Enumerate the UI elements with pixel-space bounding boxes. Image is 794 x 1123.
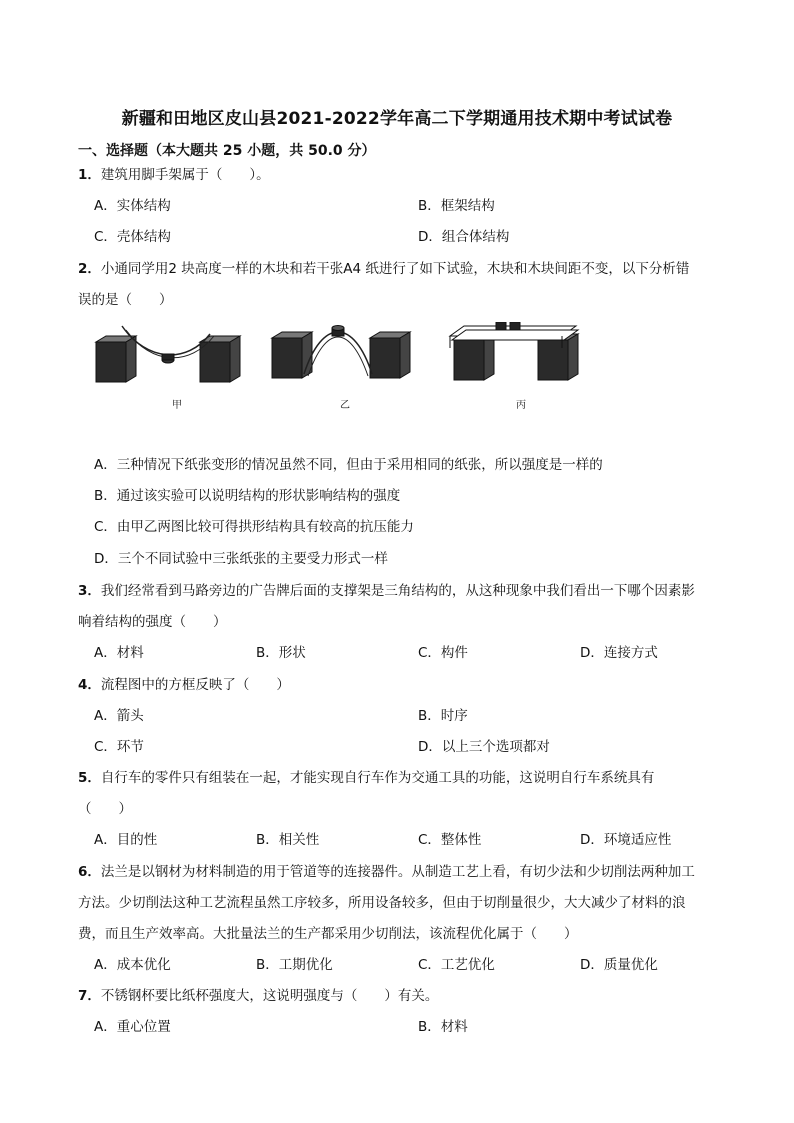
paper-experiment-figure (92, 322, 592, 412)
figure-label-yi: 乙 (340, 400, 350, 411)
question-text: 我们经常看到马路旁边的广告牌后面的支撑架是三角结构的，从这种现象中我们看出一下哪个因素影 (100, 583, 695, 599)
section-heading: 一、选择题（本大题共 25 小题，共 50.0 分） (78, 143, 376, 159)
option-a[interactable]: A．箭头 (94, 708, 144, 724)
question-2 (78, 260, 689, 278)
option-b[interactable]: B．工期优化 (256, 957, 333, 973)
option-b[interactable]: B．通过该实验可以说明结构的形状影响结构的强度 (94, 488, 401, 504)
figure-label-bing: 丙 (516, 400, 526, 411)
option-a[interactable]: A．三种情况下纸张变形的情况虽然不同，但由于采用相同的纸张，所以强度是一样的 (94, 457, 603, 473)
option-b[interactable]: B．框架结构 (418, 198, 495, 214)
option-b[interactable]: B．形状 (256, 645, 306, 661)
question-number: 1． (78, 167, 101, 183)
question-text: 流程图中的方框反映了（ ） (100, 677, 290, 693)
question-text: 小通同学用2 块高度一样的木块和若干张A4 纸进行了如下试验，木块和木块间距不变，以下分析错 (100, 261, 690, 277)
option-b[interactable]: B．时序 (418, 708, 468, 724)
question-text-cont: 误的是（ ） (78, 292, 173, 308)
option-d[interactable]: D．三个不同试验中三张纸张的主要受力形式一样 (94, 551, 388, 567)
option-d[interactable]: D．以上三个选项都对 (418, 739, 550, 755)
option-c[interactable]: C．由甲乙两图比较可得拱形结构具有较高的抗压能力 (94, 519, 414, 535)
option-a[interactable]: A．重心位置 (94, 1019, 171, 1035)
option-c[interactable]: C．构件 (418, 645, 468, 661)
option-d[interactable]: D．质量优化 (580, 957, 658, 973)
option-c[interactable]: C．壳体结构 (94, 229, 171, 245)
question-3 (78, 582, 695, 600)
question-5 (78, 769, 654, 787)
question-number: 2． (78, 261, 101, 277)
question-number: 3． (78, 583, 101, 599)
option-c[interactable]: C．环节 (94, 739, 144, 755)
question-number: 4． (78, 677, 101, 693)
figure-label-jia: 甲 (172, 400, 182, 411)
question-4 (78, 676, 290, 694)
question-number: 6． (78, 864, 101, 880)
option-d[interactable]: D．组合体结构 (418, 229, 510, 245)
question-text-cont: （ ） (78, 801, 132, 817)
page-title: 新疆和田地区皮山县2021-2022学年高二下学期通用技术期中考试试卷 (121, 109, 673, 129)
option-d[interactable]: D．连接方式 (580, 645, 658, 661)
option-b[interactable]: B．材料 (418, 1019, 468, 1035)
option-a[interactable]: A．成本优化 (94, 957, 171, 973)
question-text-cont: 方法。少切削法这种工艺流程虽然工序较多，所用设备较多，但由于切削量很少，大大减少了材料的浪 (78, 895, 686, 911)
option-b[interactable]: B．相关性 (256, 832, 320, 848)
option-c[interactable]: C．工艺优化 (418, 957, 495, 973)
question-text: 建筑用脚手架属于（ ）。 (100, 167, 270, 183)
question-6 (78, 863, 695, 881)
question-text-cont: 响着结构的强度（ ） (78, 614, 227, 630)
question-text: 自行车的零件只有组装在一起，才能实现自行车作为交通工具的功能，这说明自行车系统具有 (100, 770, 655, 786)
question-text: 不锈钢杯要比纸杯强度大，这说明强度与（ ）有关。 (100, 988, 439, 1004)
question-number: 7． (78, 988, 101, 1004)
option-a[interactable]: A．实体结构 (94, 198, 171, 214)
question-number: 5． (78, 770, 101, 786)
option-a[interactable]: A．材料 (94, 645, 144, 661)
question-text: 法兰是以钢材为材料制造的用于管道等的连接器件。从制造工艺上看，有切少法和少切削法两种加工 (100, 864, 695, 880)
option-a[interactable]: A．目的性 (94, 832, 158, 848)
question-7 (78, 987, 438, 1005)
question-text-cont: 费，而且生产效率高。大批量法兰的生产都采用少切削法，该流程优化属于（ ） (78, 926, 578, 942)
option-c[interactable]: C．整体性 (418, 832, 482, 848)
option-d[interactable]: D．环境适应性 (580, 832, 672, 848)
question-1 (78, 166, 270, 184)
